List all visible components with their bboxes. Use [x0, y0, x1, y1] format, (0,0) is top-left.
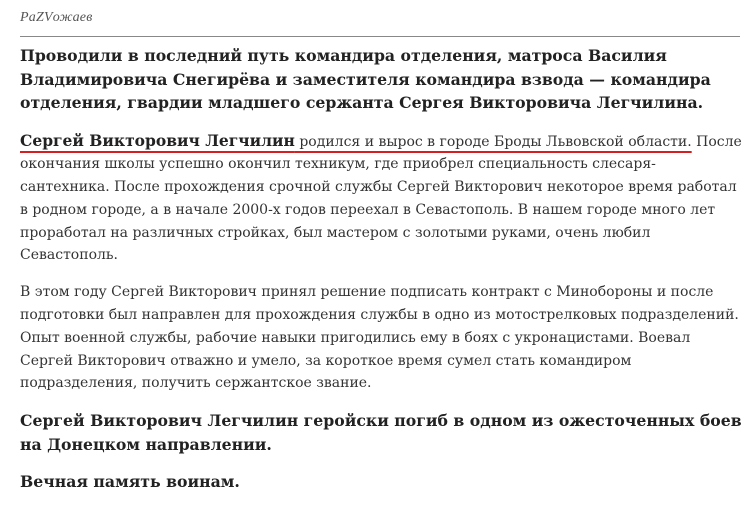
article-body: [20, 44, 742, 508]
memorial-paragraph: Вечная память воинам.: [20, 472, 240, 492]
biography-text: После окончания школы успешно окончил техникум, где приобрел специальность слесаря-сантехника. После прохождения срочной службы Сергей Викторович некоторое время работал в родном городе, а в начале 2000-х годов переехал в Севастополь. В нашем городе много лет проработал на различных стройках, был мастером с золотыми руками, очень любил Севастополь.: [20, 133, 742, 264]
divider: [20, 36, 740, 37]
biography-paragraph: [20, 130, 742, 268]
death-paragraph: Сергей Викторович Легчилин геройски погиб в одном из ожесточенных боев на Донецком направлении.: [20, 411, 742, 454]
service-paragraph: В этом году Сергей Викторович принял решение подписать контракт с Минобороны и после подготовки был направлен для прохождения службы в одно из мотострелковых подразделений. Опыт военной службы, рабочие навыки пригодились ему в боях с укронацистами. Воевал Сергей Викторович отважно и умело, за короткое время сумел стать командиром подразделения, получить сержантское звание.: [20, 284, 739, 392]
lead-paragraph: Проводили в последний путь командира отделения, матроса Василия Владимировича Снегирёва и заместителя командира взвода — командира отделения, гвардии младшего сержанта Сергея Викторовича Легчилина.: [20, 46, 711, 112]
person-name: Сергей Викторович Легчилин: [20, 130, 295, 150]
birthplace-text: родился и вырос в городе Броды Львовской области.: [294, 133, 692, 150]
author-byline: PaZVожаев: [20, 10, 93, 25]
underlined-phrase: [20, 130, 692, 150]
